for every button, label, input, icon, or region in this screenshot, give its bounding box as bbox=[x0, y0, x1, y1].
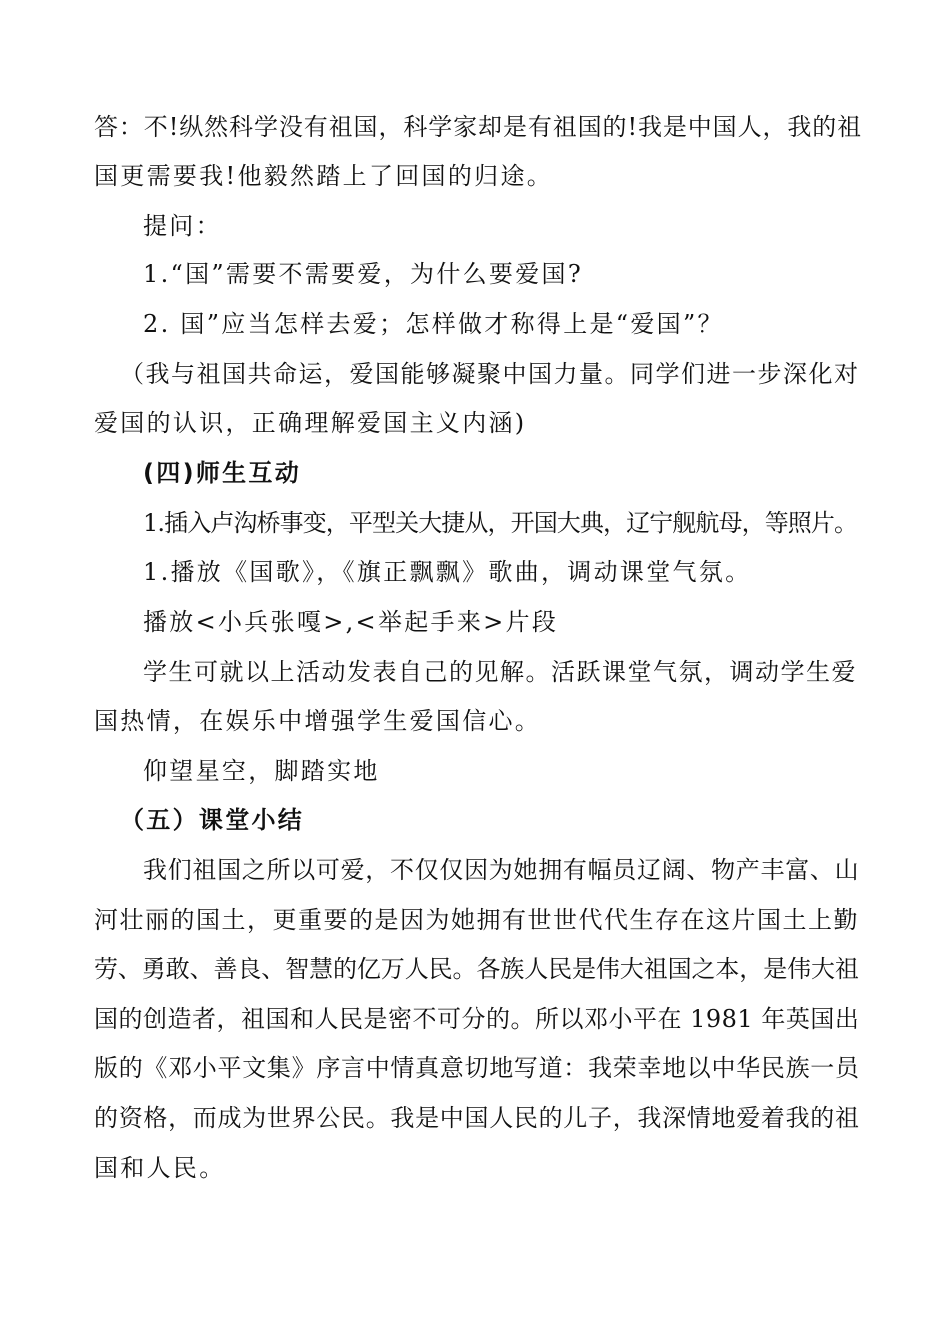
question-item-1: 1.“国”需要不需要爱，为什么要爱国? bbox=[143, 260, 584, 288]
note-paragraph-line-2: 爱国的认识，正确理解爱国主义内涵) bbox=[94, 409, 527, 437]
summary-paragraph-line-1: 我们祖国之所以可爱，不仅仅因为她拥有幅员辽阔、物产丰富、山 bbox=[143, 856, 860, 884]
summary-paragraph-line-3: 劳、勇敢、善良、智慧的亿万人民。各族人民是伟大祖国之本，是伟大祖 bbox=[94, 955, 859, 983]
question-item-2: 2. 国”应当怎样去爱；怎样做才称得上是“爱国”？ bbox=[143, 310, 724, 338]
motto-line: 仰望星空，脚踏实地 bbox=[143, 757, 380, 785]
question-heading: 提问： bbox=[143, 212, 222, 240]
activity-item-3: 播放<小兵张嘎>,<举起手来>片段 bbox=[143, 608, 559, 636]
answer-paragraph-line-1: 答：不!纵然科学没有祖国，科学家却是有祖国的!我是中国人，我的祖 bbox=[94, 113, 863, 141]
summary-paragraph-line-4: 国的创造者，祖国和人民是密不可分的。所以邓小平在 1981 年英国出 bbox=[94, 1005, 860, 1033]
summary-paragraph-line-7: 国和人民。 bbox=[94, 1154, 226, 1182]
section-heading-5: （五）课堂小结 bbox=[120, 806, 305, 834]
activity-paragraph-line-2: 国热情，在娱乐中增强学生爱国信心。 bbox=[94, 707, 542, 735]
activity-item-1: 1.插入卢沟桥事变，平型关大捷从，开国大典，辽宁舰航母，等照片。 bbox=[143, 509, 858, 537]
summary-paragraph-line-5: 版的《邓小平文集》序言中情真意切地写道：我荣幸地以中华民族一员 bbox=[94, 1054, 860, 1082]
activity-item-2: 1.播放《国歌》，《旗正飘飘》歌曲，调动课堂气氛。 bbox=[143, 558, 752, 586]
activity-paragraph-line-1: 学生可就以上活动发表自己的见解。活跃课堂气氛，调动学生爱 bbox=[143, 658, 857, 686]
summary-paragraph-line-6: 的资格，而成为世界公民。我是中国人民的儿子，我深情地爱着我的祖 bbox=[94, 1104, 860, 1132]
section-heading-4: (四)师生互动 bbox=[143, 459, 302, 487]
answer-paragraph-line-2: 国更需要我!他毅然踏上了回国的归途。 bbox=[94, 162, 554, 190]
summary-paragraph-line-2: 河壮丽的国土，更重要的是因为她拥有世世代代生存在这片国土上勤 bbox=[94, 906, 859, 934]
note-paragraph-line-1: （我与祖国共命运，爱国能够凝聚中国力量。同学们进一步深化对 bbox=[120, 360, 860, 388]
